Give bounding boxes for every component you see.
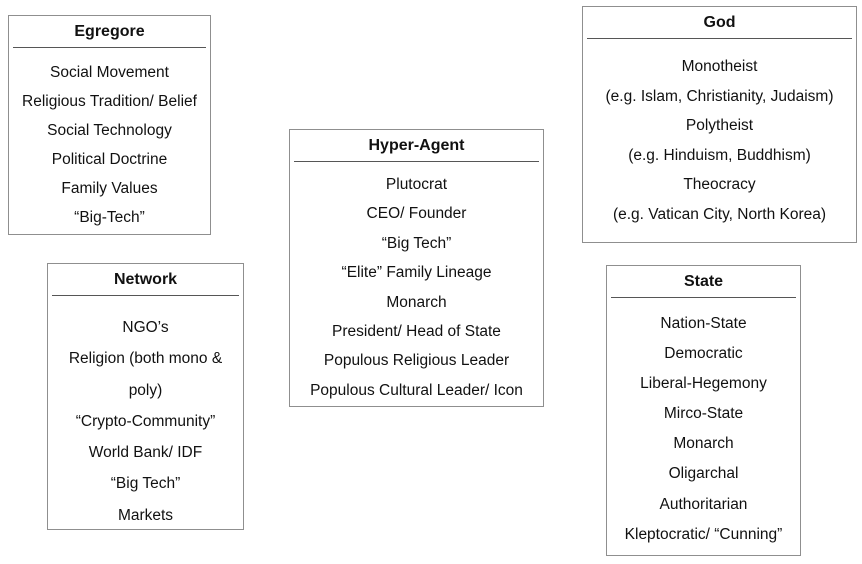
list-item: Populous Religious Leader [323,352,510,370]
hyper-agent-box-title: Hyper-Agent [294,130,539,162]
list-item: “Big-Tech” [74,209,145,226]
list-item: Monarch [386,293,447,311]
god-box-items [583,39,856,230]
list-item: “Big Tech” [110,475,181,493]
list-item: Nation-State [660,315,747,332]
god-box [582,6,857,243]
egregore-box [8,15,211,235]
list-item: Mirco-State [663,405,744,423]
list-item: Polytheist [685,117,754,135]
list-item: (e.g. Hinduism, Buddhism) [628,146,811,164]
state-box [606,265,801,556]
list-item: CEO/ Founder [366,205,467,223]
list-item: Theocracy [683,176,756,194]
hyper-agent-box-items [290,162,543,405]
list-item: “Big Tech” [381,234,452,252]
list-item: (e.g. Vatican City, North Korea) [612,205,827,223]
network-box-title: Network [52,264,239,296]
list-item: Plutocrat [385,176,448,193]
list-item: Populous Cultural Leader/ Icon [310,381,523,399]
list-item: Family Values [61,180,158,197]
list-item: Political Doctrine [51,151,168,168]
list-item: “Crypto-Community” [75,412,216,430]
list-item: Social Movement [50,64,169,81]
list-item: Authoritarian [659,495,748,513]
network-box [47,263,244,530]
list-item: Religion (both mono & poly) [68,350,223,399]
egregore-box-items [9,48,210,232]
list-item: President/ Head of State [332,323,501,341]
list-item: Liberal-Hegemony [640,375,767,393]
list-item: Democratic [664,345,743,363]
list-item: NGO’s [122,319,169,336]
god-box-title: God [587,7,852,39]
state-box-title: State [611,266,796,298]
egregore-box-title: Egregore [13,16,206,48]
list-item: Oligarchal [668,465,739,483]
network-box-items [48,296,243,531]
list-item: Monotheist [681,58,758,75]
state-box-items [607,298,800,550]
list-item: Kleptocratic/ “Cunning” [624,525,783,543]
list-item: Religious Tradition/ Belief [22,93,197,110]
list-item: Social Technology [47,122,172,139]
list-item: Markets [117,506,174,524]
list-item: World Bank/ IDF [88,444,203,462]
list-item: Monarch [673,435,734,453]
hyper-agent-box [289,129,544,407]
list-item: (e.g. Islam, Christianity, Judaism) [605,87,834,105]
list-item: “Elite” Family Lineage [341,264,492,282]
